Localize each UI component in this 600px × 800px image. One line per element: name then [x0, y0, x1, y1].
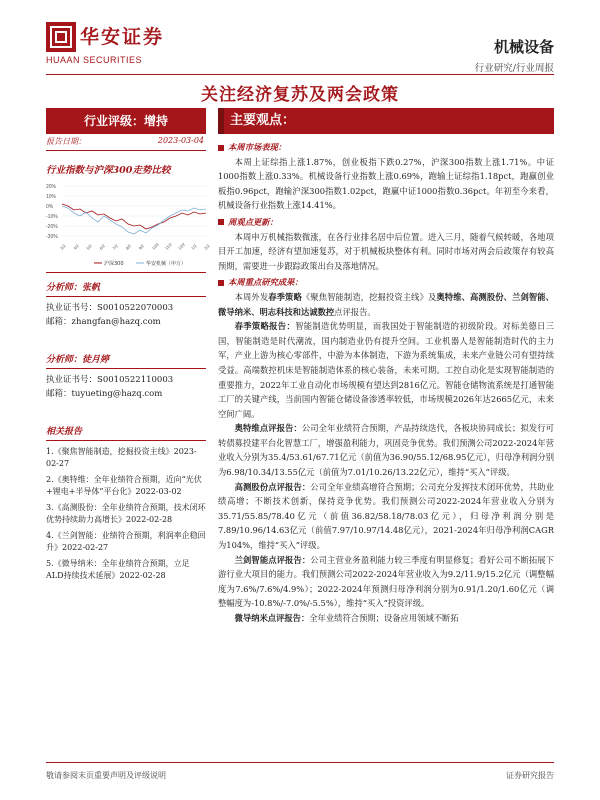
report-title: 关注经济复苏及两会政策: [201, 85, 399, 105]
main-viewpoint-header: 主要观点：: [218, 108, 554, 134]
related-report-item[interactable]: 1.《聚焦智能制造，挖掘投资主线》2023-02-27: [46, 447, 197, 468]
market-section-text: 本周上证综指上涨1.87%，创业板指下跌0.27%，沪深300指数上涨1.71%。中证1000指数上涨0.33%。机械设备行业指数上涨0.69%，跑输上证综指1.18pct，跑赢创业板指0.96pct，跑输沪深300指数1.02pct，跑赢中证1000指数0.36pct。年初至今来看，机械设备行业指数上涨14.41%。: [218, 156, 554, 211]
y-tick: 0%: [46, 204, 54, 210]
results-section-title: 本周重点研究成果：: [218, 275, 554, 290]
related-report-item[interactable]: 4.《兰剑智能：业绩符合预期，利润率企稳回升》2022-02-27: [46, 531, 206, 552]
bullet-icon: [218, 280, 224, 286]
x-tick: 1/2: [190, 243, 198, 251]
footer-disclaimer[interactable]: 敬请参阅末页重要声明及评级说明: [46, 771, 166, 780]
x-tick: 6/2: [98, 243, 106, 251]
bullet-icon: [218, 145, 224, 151]
analyst-cert-row: 执业证书号：S0010522070003: [46, 303, 174, 313]
report-date-label: 报告日期：: [46, 137, 86, 146]
y-tick: 20%: [46, 184, 57, 190]
y-tick: -10%: [46, 214, 58, 220]
legend-hs300: 沪深300: [104, 261, 124, 267]
gaoce-text: 高测股份点评报告：公司全年业绩高增符合预期；公司充分发挥技术闭环优势，共助业绩高增；不断技术创新，保持竞争优势。我们预测公司2022-2024年营业收入分别为35.71/55.85/78.40亿元（前值36.82/58.18/78.03亿元），归母净利润分别是7.89/10.96/14.63亿元（前值7.97/10.97/14.48亿元），2021-2024年归母净利润CAGR为104%，维持“买入”评级。: [218, 481, 554, 551]
chart-divider: [46, 272, 206, 273]
x-tick: 10/2: [150, 241, 160, 251]
update-section-text: 本周申万机械指数微涨，在各行业排名居中后位置。进入三月，随着气候转暖，各地项目开工加速，经济有望加速复苏，对于机械板块整体有利。同时市场对两会后政策存有较高预期，需要进一步跟踪政策出台及落地情况。: [218, 231, 554, 271]
header-divider: [46, 74, 554, 75]
weidao-text: 微导纳米点评报告：全年业绩符合预期；设备应用领域不断拓: [234, 613, 459, 623]
company-logo-english: HUAAN SECURITIES: [46, 55, 143, 65]
x-tick: 5/2: [85, 243, 93, 251]
footer-divider: [46, 762, 554, 763]
lanjian-text: 兰剑智能点评报告：公司主营业务盈利能力较三季度有明显修复；看好公司不断拓展下游行业大项目的能力。我们预测公司2022-2024年营业收入为9.2/11.9/15.2亿元（调整幅度为7.6%/7.6%/4.9%）；2022-2024年预测归母净利润分别为0.91/1.20/1.60亿元（调整幅度为-10.8%/-7.0%/-5.5%），维持“买入”投资评级。: [218, 554, 554, 609]
report-date-row: [46, 136, 206, 150]
company-logo-mark: [46, 22, 76, 52]
analyst-email[interactable]: tuyueting@hazq.com: [71, 389, 163, 399]
x-tick: 4/2: [72, 243, 80, 251]
aotewei-text: 奥特维点评报告：公司全年业绩符合预期，产品持续迭代，各板块协同成长；拟发行可转债募投建平台化智慧工厂，增强盈利能力，巩固竞争优势。我们预测公司2022-2024年营业收入分别为35.4/53.61/67.71亿元（前值为36.90/55.12/68.95亿元），归母净利润分别为6.98/10.34/13.55亿元（前值为7.01/10.26/13.22亿元），维持“买入”评级。: [218, 423, 554, 478]
analyst-cert: S0010522110003: [97, 375, 174, 385]
results-intro: 本周外发春季策略《聚焦智能制造，挖掘投资主线》及奥特维、高测股份、兰剑智能、微导纳米、明志科技和达诚数控点评报告。: [218, 291, 554, 317]
related-report-item[interactable]: 2.《奥特维：全年业绩符合预期，近向“光伏+锂电+半导体”平台化》2022-03-02: [46, 475, 202, 496]
x-tick: 9/2: [137, 243, 146, 251]
date-divider: [46, 150, 206, 151]
analyst-mail-row: 邮箱：tuyueting@hazq.com: [46, 389, 163, 399]
industry-title: 机械设备: [493, 38, 554, 56]
industry-rating: 行业评级：增持: [46, 108, 206, 134]
bullet-icon: [218, 219, 224, 225]
analyst-block-2: [46, 352, 206, 401]
spring-strategy-text: 春季策略报告：智能制造优势明显，而我国处于智能制造的初级阶段。对标美德日三国，智能制造是时代潮流，国内制造业仍有提升空间。工业机器人是智能制造时代的主力军，产业上游为核心零部件，中游为本体制造，下游为系统集成，未来产业链公司有望持续受益。高端数控机床是智能制造体系的核心装备，未来可期。工控自动化是实现智能制造的重要推力，2022年工业自动化市场规模有望达到2816亿元。智能仓储物流系统是打通智能工厂的关键产线，当前国内智能仓储设备渗透率较低，市场规模2026年达2665亿元，未来空间广阔。: [218, 321, 554, 419]
x-tick: 2/2: [203, 243, 211, 251]
index-comparison-chart: [46, 180, 211, 270]
viewpoint-body: [218, 140, 554, 626]
analyst-cert: S0010522070003: [97, 303, 174, 313]
related-reports-title: 相关报告: [46, 427, 83, 437]
chart-title: 行业指数与沪深300走势比较: [46, 165, 171, 176]
analyst-email[interactable]: zhangfan@hazq.com: [71, 317, 161, 327]
x-tick: 12/2: [176, 241, 187, 251]
hs300-line: [62, 204, 206, 229]
analyst-mail-row: 邮箱：zhangfan@hazq.com: [46, 317, 161, 327]
analyst-name: 分析师：张帆: [46, 283, 101, 293]
analyst-name: 分析师：徒月婷: [46, 355, 110, 365]
x-tick: 8/2: [124, 243, 133, 251]
market-section-title: 本周市场表现：: [218, 140, 554, 155]
y-tick: 10%: [46, 194, 57, 200]
analyst-cert-row: 执业证书号：S0010522110003: [46, 375, 174, 385]
y-tick: -20%: [46, 224, 58, 230]
legend-industry: 华安机械（申万）: [146, 261, 187, 267]
related-report-item[interactable]: 5.《微导纳米：全年业绩符合预期，立足ALD持续技术延展》2022-02-28: [46, 559, 190, 580]
analyst-block-1: [46, 280, 206, 329]
report-date: 2023-03-04: [157, 136, 204, 145]
y-tick: -30%: [46, 234, 58, 240]
footer-report-type: 证券研究报告: [506, 771, 554, 780]
report-type: 行业研究/行业周报: [474, 63, 554, 74]
update-section-title: 周观点更新：: [218, 215, 554, 230]
company-logo-text: 华安证券: [80, 26, 165, 48]
related-report-item[interactable]: 3.《高测股份：全年业绩符合预期，技术闭环优势持续助力高增长》2022-02-28: [46, 503, 206, 524]
x-tick: 11/2: [163, 241, 173, 251]
x-tick: 3/2: [59, 243, 67, 251]
industry-line: [62, 206, 206, 234]
x-tick: 7/2: [111, 243, 120, 251]
related-reports: [46, 424, 206, 582]
